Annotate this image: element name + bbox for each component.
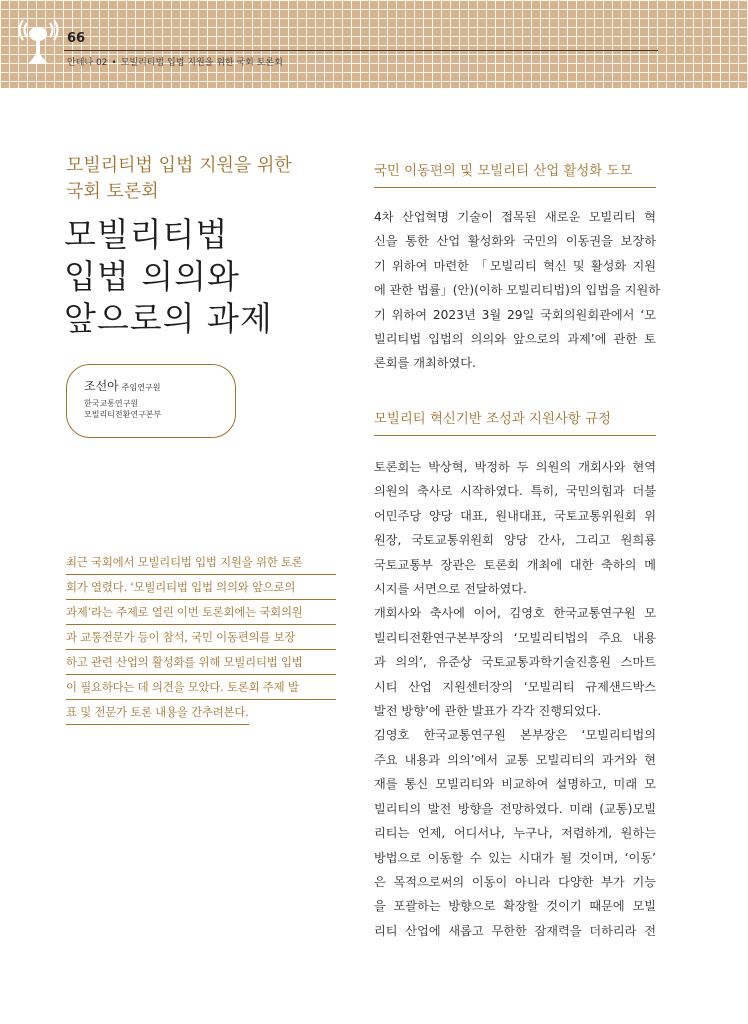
body-line: 기 위하여 마련한 「모빌리티 혁신 및 활성화 지원 <box>374 258 656 273</box>
separator-dot: • <box>111 58 117 68</box>
running-head <box>67 55 283 68</box>
body-line: 토론회는 박상혁, 박정하 두 의원의 개회사와 현역 <box>374 460 656 474</box>
abstract-line: 이 필요하다는 데 의견을 모았다. 토론회 주제 발 <box>66 675 336 700</box>
body-line: 빌리티전환연구본부장의 ‘모빌리티법의 주요 내용 <box>374 630 656 645</box>
abstract-line: 표 및 전문가 토론 내용을 간추려본다. <box>66 700 249 725</box>
body-line: 어민주당 양당 대표, 원내대표, 국토교통위원회 위 <box>374 508 656 523</box>
section-divider <box>374 187 656 188</box>
event-subtitle <box>66 153 356 205</box>
antenna-icon <box>14 12 64 68</box>
page-number: 66 <box>67 31 86 46</box>
body-line: 신을 통한 산업 활성화와 국민의 이동권을 보장하 <box>374 234 656 249</box>
body-line: 리티는 언제, 어디서나, 누구나, 저렴하게, 원하는 <box>374 826 656 841</box>
body-paragraph <box>374 455 656 943</box>
body-line: 시티 산업 지원센터장의 ‘모빌리티 규제샌드박스 <box>374 679 656 694</box>
author-box <box>66 364 236 438</box>
author-name: 조선아 <box>84 379 119 393</box>
subtitle-line: 모빌리티법 입법 지원을 위한 <box>66 155 292 176</box>
running-title: 모빌리티법 입법 지원을 위한 국회 토론회 <box>120 58 283 68</box>
header-pattern-band <box>0 0 748 88</box>
body-line: 기 위하여 2023년 3월 29일 국회의원회관에서 ‘모 <box>374 307 656 322</box>
section-heading: 모빌리티 혁신기반 조성과 지원사항 규정 <box>374 412 611 427</box>
section-heading: 국민 이동편의 및 모빌리티 산업 활성화 도모 <box>374 164 633 179</box>
title-line: 모빌리티법 <box>64 215 229 254</box>
body-line: 국토교통부 장관은 토론회 개최에 대한 축하의 메 <box>374 557 656 572</box>
body-line: 시지를 서면으로 전달하였다. <box>374 582 527 597</box>
body-line: 재를 통신 모빌리티와 비교하여 설명하고, 미래 모 <box>374 777 656 792</box>
body-line: 김영호 한국교통연구원 본부장은 ‘모빌리티법의 <box>374 728 656 743</box>
body-line: 주요 내용과 의의’에서 교통 모빌리티의 과거와 현 <box>374 752 656 767</box>
body-paragraph <box>374 205 661 376</box>
body-line: 리티 산업에 새롭고 무한한 잠재력을 더하리라 전 <box>374 923 656 938</box>
body-line: 개회사와 축사에 이어, 김영호 한국교통연구원 모 <box>374 606 656 621</box>
title-line: 앞으로의 과제 <box>64 299 273 338</box>
section-label: 안테나 02 <box>67 58 108 68</box>
body-line: 4차 산업혁명 기술이 접목된 새로운 모빌리티 혁 <box>374 210 656 224</box>
affiliation-line: 한국교통연구원 <box>84 399 139 408</box>
article-title <box>64 214 364 340</box>
author-role: 주임연구원 <box>121 383 161 392</box>
abstract <box>66 550 336 725</box>
body-line: 론회를 개최하였다. <box>374 356 476 371</box>
section-divider <box>374 435 656 436</box>
subtitle-line: 국회 토론회 <box>66 181 159 202</box>
author-affiliation <box>84 398 235 420</box>
body-line: 에 관한 법률」(안)(이하 모빌리티법)의 입법을 지원하 <box>374 283 661 298</box>
author-name-row <box>84 377 235 394</box>
body-line: 의원의 축사로 시작하였다. 특히, 국민의힘과 더불 <box>374 484 656 499</box>
abstract-line: 회가 열렸다. ‘모빌리티법 입법 의의와 앞으로의 <box>66 575 336 600</box>
body-line: 빌리티의 발전 방향을 전망하였다. 미래 (교통)모빌 <box>374 801 656 816</box>
header-divider <box>64 50 658 51</box>
body-line: 원장, 국토교통위원회 양당 간사, 그리고 원희룡 <box>374 533 656 548</box>
body-line: 발전 방향’에 관한 발표가 각각 진행되었다. <box>374 704 602 719</box>
body-line: 은 목적으로써의 이동이 아니라 다양한 부가 기능 <box>374 874 656 889</box>
body-line: 빌리티법 입법의 의의와 앞으로의 과제’에 관한 토 <box>374 332 656 347</box>
body-line: 방법으로 이동할 수 있는 시대가 될 것이며, ‘이동’ <box>374 850 656 865</box>
abstract-line: 과제’라는 주제로 열린 이번 토론회에는 국회의원 <box>66 600 336 625</box>
body-line: 을 포괄하는 방향으로 확장할 것이기 때문에 모빌 <box>374 899 656 914</box>
abstract-line: 과 교통전문가 등이 참석, 국민 이동편의를 보장 <box>66 625 336 650</box>
title-line: 입법 의의와 <box>64 257 240 296</box>
body-line: 과 의의’, 유준상 국토교통과학기술진흥원 스마트 <box>374 655 656 670</box>
abstract-line: 최근 국회에서 모빌리티법 입법 지원을 위한 토론 <box>66 550 336 575</box>
abstract-line: 하고 관련 산업의 활성화를 위해 모빌리티법 입법 <box>66 650 336 675</box>
affiliation-line: 모빌리티전환연구본부 <box>84 410 162 419</box>
